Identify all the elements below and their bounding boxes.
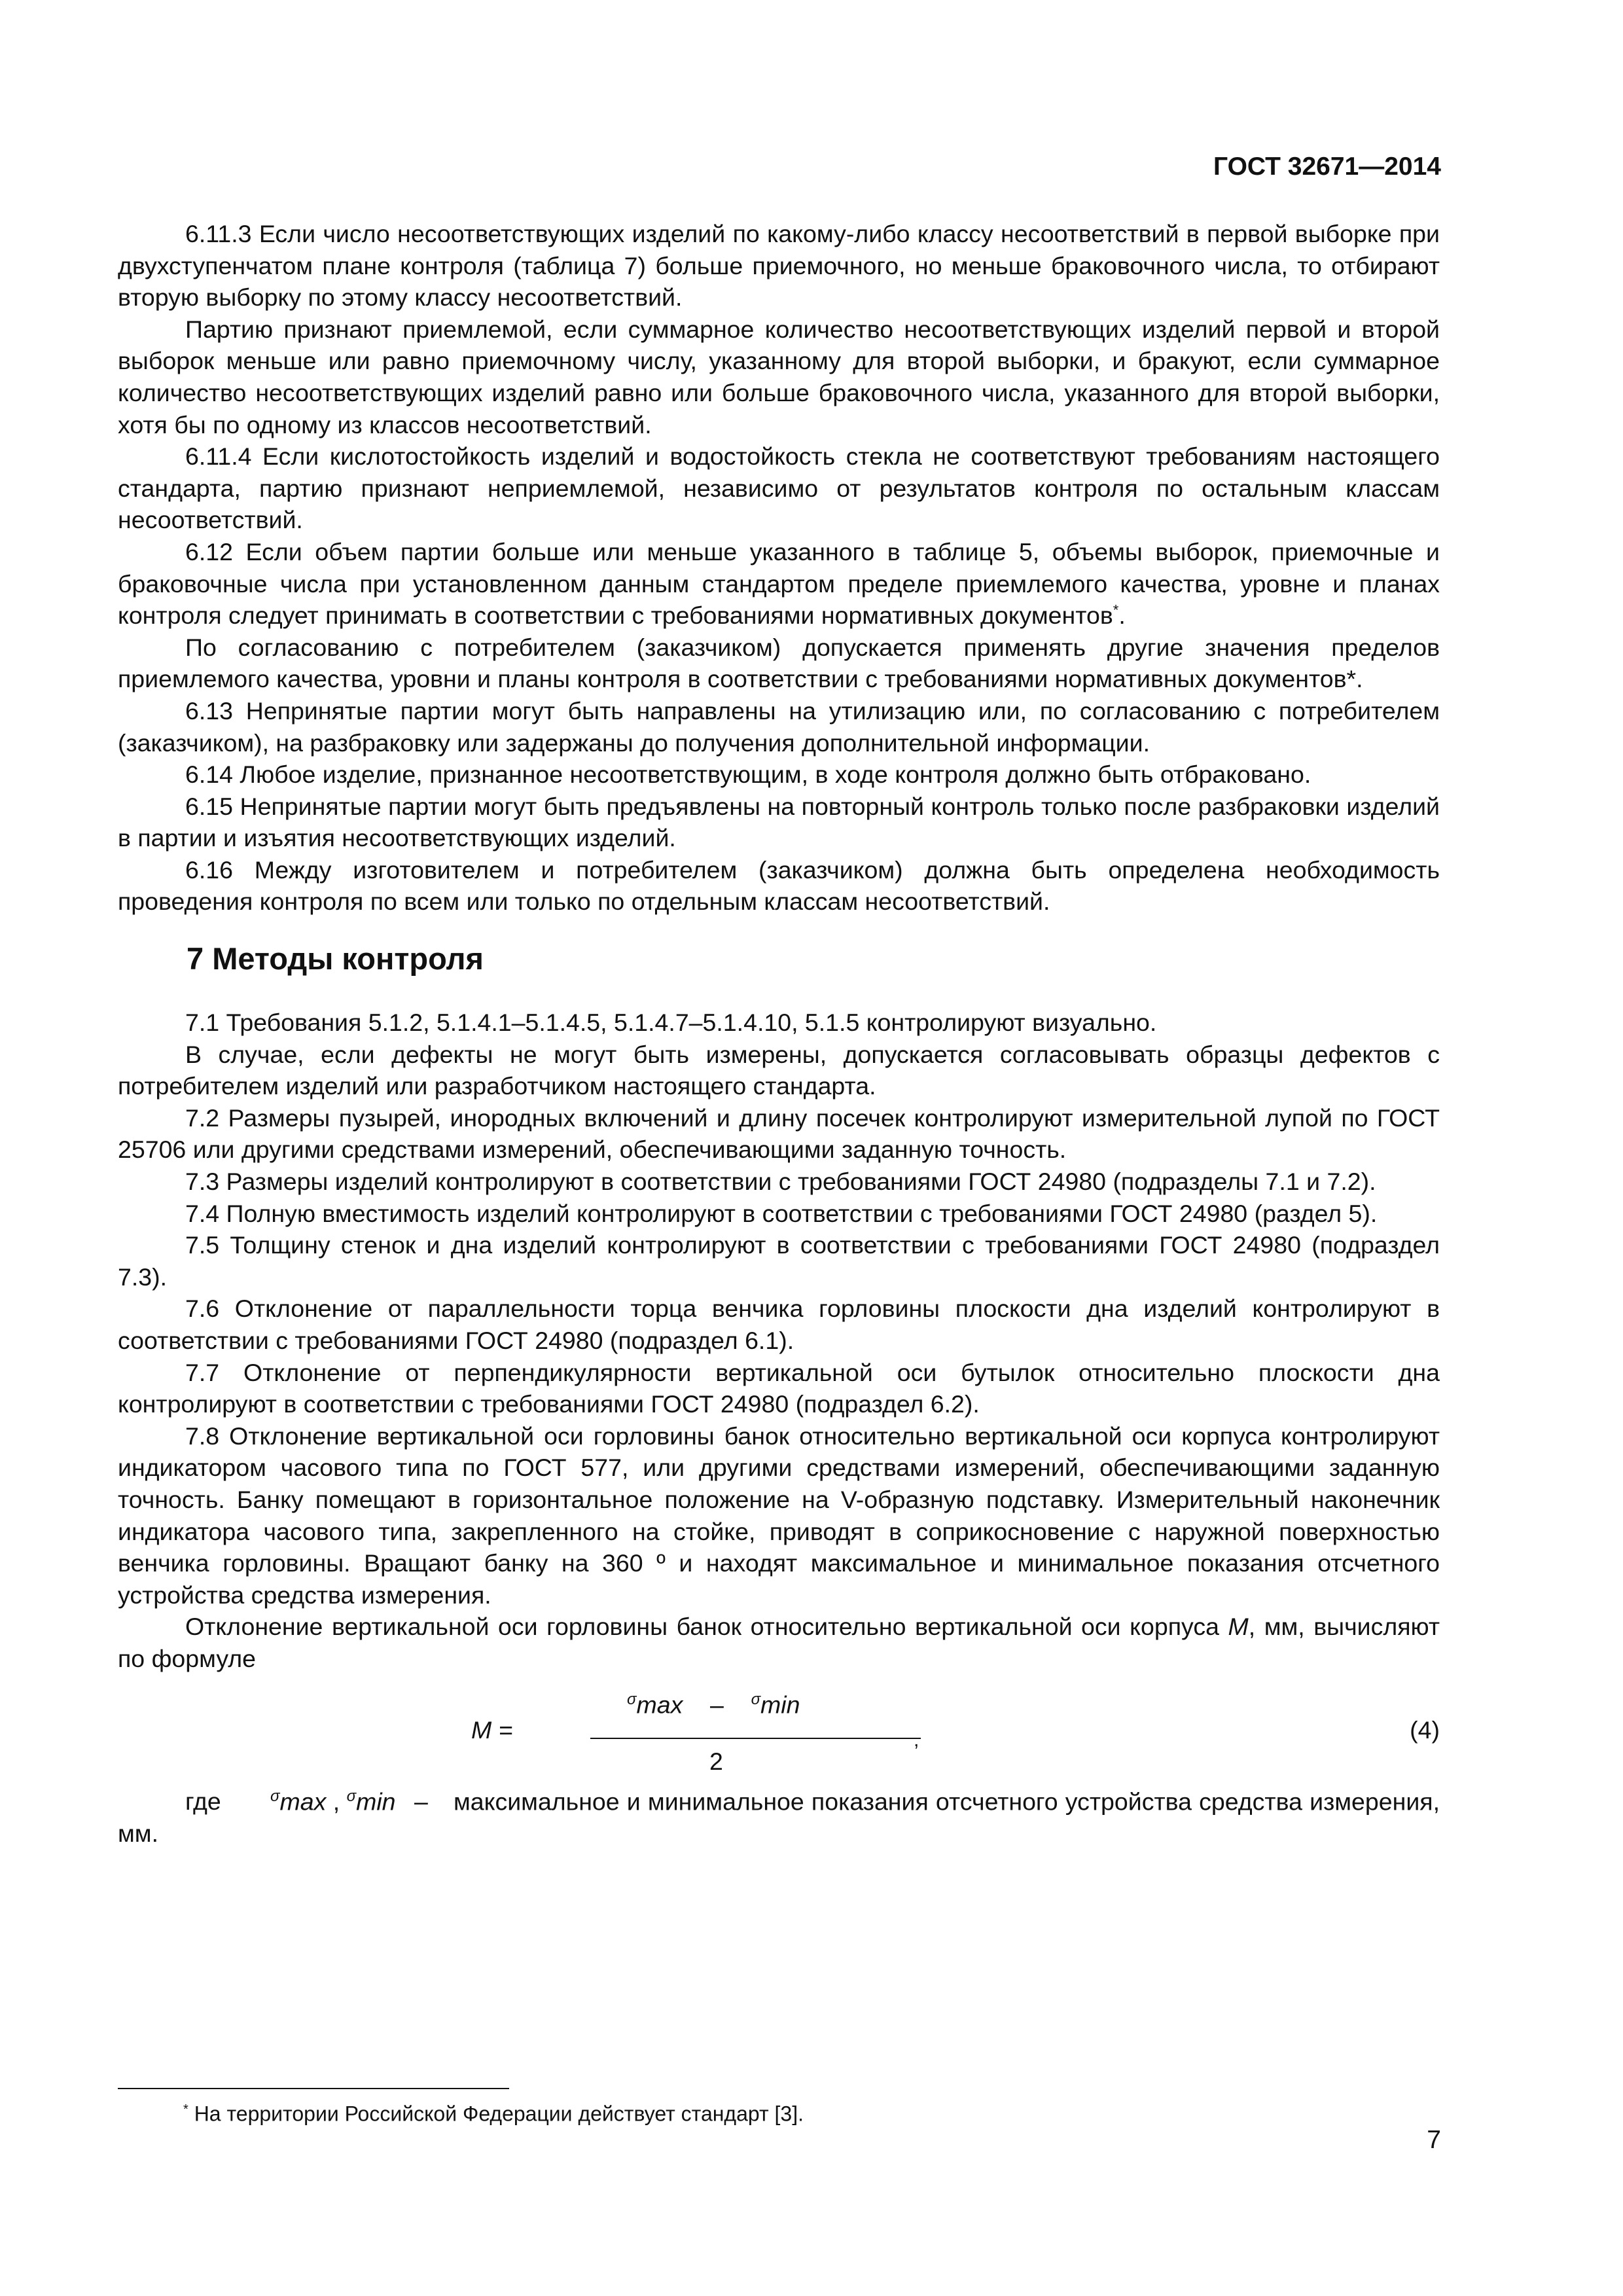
paragraph-7-6: 7.6 Отклонение от параллельности торца венчика горловины плоскости дна изделий контролируют в соответствии с требованиями ГОСТ 24980 (подраздел 6.1).	[118, 1295, 1440, 1354]
paragraph-7-3: 7.3 Размеры изделий контролируют в соответствии с требованиями ГОСТ 24980 (подразделы 7.1 и 7.2).	[185, 1168, 1376, 1196]
sigma-symbol: σ	[346, 1787, 357, 1805]
paragraph-agreement: По согласованию с потребителем (заказчиком) допускается применять другие значения пределов приемлемого качества, уровни и планы контроля в соответствии с требованиями нормативных документов*.	[118, 633, 1440, 693]
paragraph-6-11-3: 6.11.3 Если число несоответствующих изделий по какому-либо классу несоответствий в первой выборке при двухступенчатом плане контроля (таблица 7) больше приемочного, но меньше браковочного числа, то отбирают вторую выборку по этому классу несоответствий.	[118, 220, 1440, 312]
paragraph-7-1-note: В случае, если дефекты не могут быть измерены, допускается согласовывать образцы дефектов с потребителем изделий или разработчиком настоящего стандарта.	[118, 1040, 1440, 1100]
paragraph-6-16: 6.16 Между изготовителем и потребителем (заказчиком) должна быть определена необходимость проведения контроля по всем или только по отдельным классам несоответствий.	[118, 855, 1440, 916]
formula-lhs: M =	[471, 1715, 513, 1744]
footnote-rule	[118, 2088, 509, 2089]
where-symbols	[270, 1781, 414, 1818]
formula-max: max	[636, 1691, 683, 1719]
section-heading: 7 Методы контроля	[187, 941, 484, 977]
paragraph-7-1: 7.1 Требования 5.1.2, 5.1.4.1–5.1.4.5, 5.1.4.7–5.1.4.10, 5.1.5 контролируют визуально.	[185, 1009, 1157, 1037]
paragraph-7-7: 7.7 Отклонение от перпендикулярности вертикальной оси бутылок относительно плоскости дна контролируют в соответствии с требованиями ГОСТ 24980 (подраздел 6.2).	[118, 1358, 1440, 1418]
formula-number: (4)	[1410, 1715, 1440, 1744]
sigma-symbol: σ	[270, 1787, 280, 1805]
formula-numerator	[627, 1684, 800, 1721]
where-text: максимальное и минимальное показания отсчетного устройства средства измерения, мм.	[118, 1787, 1440, 1847]
formula-intro-var: M	[1228, 1613, 1249, 1641]
footnote-text: На территории Российской Федерации действует стандарт [3].	[194, 2102, 804, 2126]
formula-min: min	[760, 1691, 800, 1719]
formula-4	[118, 1680, 1440, 1778]
paragraph-6-14: 6.14 Любое изделие, признанное несоответствующим, в ходе контроля должно быть отбраковано.	[185, 761, 1311, 789]
paragraph-7-4: 7.4 Полную вместимость изделий контролируют в соответствии с требованиями ГОСТ 24980 (раздел 5).	[185, 1199, 1378, 1227]
formula-intro-before: Отклонение вертикальной оси горловины банок относительно вертикальной оси корпуса	[185, 1613, 1228, 1641]
footnote	[183, 2096, 804, 2127]
paragraph-acceptance: Партию признают приемлемой, если суммарное количество несоответствующих изделий первой и второй выборок меньше или равно приемочному числу, указанному для второй выборки, и бракуют, если суммарное количество несоответствующих изделий равно или больше браковочного числа, указанного для второй выборки, хотя бы по одному из классов несоответствий.	[118, 315, 1440, 439]
sigma-symbol: σ	[751, 1690, 761, 1708]
fraction-bar	[590, 1738, 921, 1739]
formula-intro	[118, 1611, 1440, 1674]
paragraph-7-2: 7.2 Размеры пузырей, инородных включений и длину посечек контролируют измерительной лупой по ГОСТ 25706 или другими средствами измерений, обеспечивающими заданную точность.	[118, 1103, 1440, 1164]
where-min: min	[356, 1787, 396, 1816]
paragraph-6-12-text: 6.12 Если объем партии больше или меньше указанного в таблице 5, объемы выборок, приемочные и браковочные числа при установленном данным стандартом пределе приемлемого качества, уровне и планах контроля следует принимать в соответствии с требованиями нормативных документов	[118, 537, 1440, 630]
paragraph-7-8: 7.8 Отклонение вертикальной оси горловины банок относительно вертикальной оси корпуса контролируют индикатором часового типа по ГОСТ 577, или другими средствами измерений, обеспечивающими заданную точность. Банку помещают в горизонтальное положение на V-образную подставку. Измерительный наконечник индикатора часового типа, закрепленного на стойке, приводят в соприкосновение с наружной поверхностью венчика горловины. Вращают банку на 360 º и находят максимальное и минимальное показания отсчетного устройства средства измерения.	[118, 1422, 1440, 1609]
paragraph-6-12	[118, 536, 1440, 632]
paragraph-6-13: 6.13 Непринятые партии могут быть направлены на утилизацию или, по согласованию с потребителем (заказчиком), на разбраковку или задержаны до получения дополнительной информации.	[118, 696, 1440, 757]
formula-minus: –	[710, 1691, 724, 1719]
page-number: 7	[1427, 2126, 1441, 2154]
footnote-mark: *	[183, 2102, 188, 2117]
where-lead: где	[185, 1787, 221, 1816]
body-text	[118, 218, 1440, 1849]
sigma-symbol: σ	[627, 1690, 637, 1708]
formula-denominator: 2	[709, 1747, 723, 1775]
paragraph-6-15: 6.15 Непринятые партии могут быть предъявлены на повторный контроль только после разбраковки изделий в партии и изъятия несоответствующих изделий.	[118, 792, 1440, 852]
where-dash: –	[414, 1787, 428, 1816]
footnote-ref-mark: *	[1113, 601, 1119, 619]
paragraph-6-12-end: .	[1118, 601, 1126, 630]
formula-comma: ,	[914, 1729, 919, 1751]
where-sep: ,	[332, 1787, 340, 1816]
formula-where	[118, 1781, 1440, 1850]
paragraph-7-5: 7.5 Толщину стенок и дна изделий контролируют в соответствии с требованиями ГОСТ 24980 (подраздел 7.3).	[118, 1231, 1440, 1291]
page-header-doc-code: ГОСТ 32671—2014	[1213, 152, 1441, 181]
paragraph-6-11-4: 6.11.4 Если кислотостойкость изделий и водостойкость стекла не соответствуют требованиям настоящего стандарта, партию признают неприемлемой, независимо от результатов контроля по остальным классам несоответствий.	[118, 442, 1440, 534]
where-max: max	[279, 1787, 327, 1816]
formula-intro-after: , мм, вычисляют по формуле	[118, 1613, 1440, 1672]
